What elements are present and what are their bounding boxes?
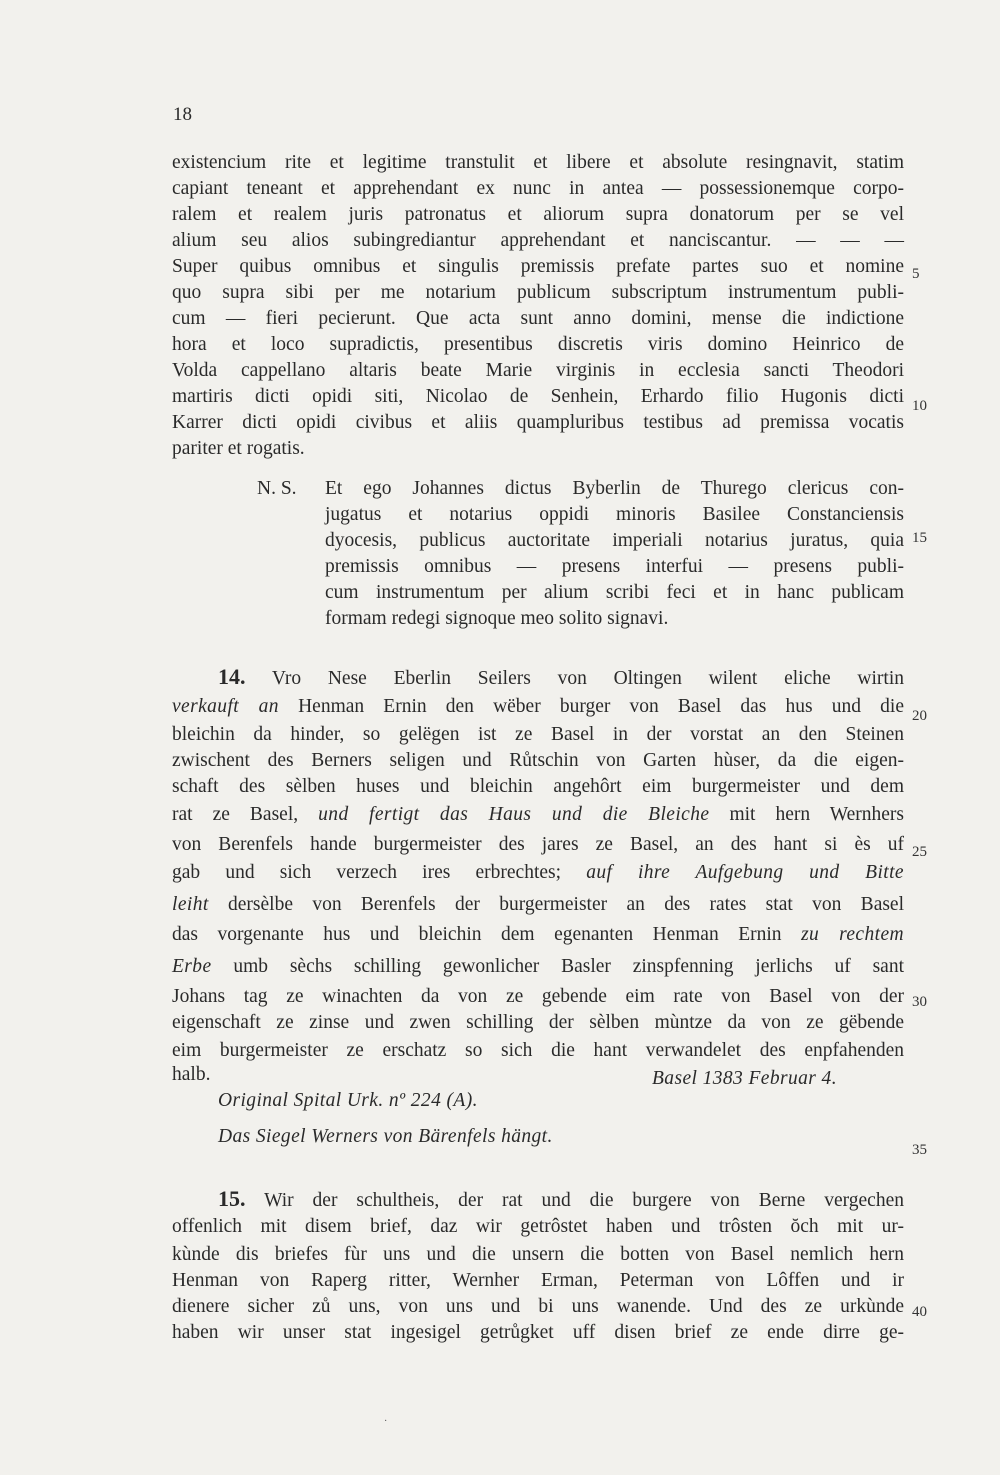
text-line: von Berenfels hande burgermeister des jares ze Basel, an des hant si ès uf <box>172 834 904 855</box>
text-line: Henman von Raperg ritter, Wernher Erman, Peterman von Lôffen und ir <box>172 1270 904 1291</box>
charter-number: 14. <box>218 664 246 689</box>
text-span: dersèlbe von Berenfels der burgermeister an des rates stat von Basel <box>228 894 905 915</box>
text-line: Volda cappellano altaris beate Marie virginis in ecclesia sancti Theodori <box>172 360 904 381</box>
margin-line-number: 5 <box>912 266 920 282</box>
editorial-regest: verkauft an <box>172 696 279 717</box>
text-line: Johans tag ze winachten da von ze gebende eim rate von Basel von der <box>172 986 904 1007</box>
text-line: ralem et realem juris patronatus et aliorum supra donatorum per se vel <box>172 204 904 225</box>
text-line: eigenschaft ze zinse und zwen schilling der sèlben mùntze da von ze gëbende <box>172 1012 904 1033</box>
ink-speck: · <box>384 1416 388 1427</box>
margin-line-number: 10 <box>912 398 927 414</box>
text-line: pariter et rogatis. <box>172 438 305 459</box>
editorial-regest: zu rechtem <box>801 924 904 945</box>
text-line: Et ego Johannes dictus Byberlin de Thurego clericus con- <box>325 478 904 499</box>
notary-signum: N. S. <box>257 478 297 499</box>
text-line: kùnde dis briefes fùr uns und die unsern die botten von Basel nemlich hern <box>172 1244 904 1265</box>
text-line: formam redegi signoque meo solito signavi. <box>325 608 669 629</box>
text-line: quo supra sibi per me notarium publicum subscriptum instrumentum publi- <box>172 282 904 303</box>
text-span: das vorgenante hus und bleichin dem egenanten Henman Ernin <box>172 924 782 945</box>
editorial-regest: auf ihre Aufgebung und Bitte <box>586 862 904 883</box>
text-line: hora et loco supradictis, presentibus discretis viris domino Heinrico de <box>172 334 904 355</box>
text-line: haben wir unser stat ingesigel getrůgket uff disen brief ze ende dirre ge- <box>172 1322 904 1343</box>
margin-line-number: 35 <box>912 1142 927 1158</box>
editorial-regest: leiht <box>172 894 209 915</box>
text-span: gab und sich verzech ires erbrechtes; <box>172 862 562 883</box>
charter-date: Basel 1383 Februar 4. <box>652 1068 837 1089</box>
margin-line-number: 30 <box>912 994 927 1010</box>
text-line <box>172 954 904 980</box>
text-line: Super quibus omnibus et singulis premissis prefate partes suo et nomine <box>172 256 904 277</box>
text-line: existencium rite et legitime transtulit et libere et absolute resingnavit, statim <box>172 152 904 173</box>
editorial-regest: und fertigt das Haus und die Bleiche <box>318 804 710 825</box>
margin-line-number: 25 <box>912 844 927 860</box>
text-line: dienere sicher zů uns, von uns und bi uns wanende. Und des ze urkùnde <box>172 1296 904 1317</box>
page-number: 18 <box>173 104 192 125</box>
text-line <box>218 1186 904 1214</box>
text-line: dyocesis, publicus auctoritate imperiali notarius juratus, quia <box>325 530 904 551</box>
margin-line-number: 20 <box>912 708 927 724</box>
editorial-regest: Erbe <box>172 956 212 977</box>
text-line: alium seu alios subingrediantur apprehendant et nanciscantur. — — — <box>172 230 904 251</box>
text-span: mit hern Wernhers <box>729 804 905 825</box>
text-line: jugatus et notarius oppidi minoris Basilee Constanciensis <box>325 504 904 525</box>
text-line: Karrer dicti opidi civibus et aliis quampluribus testibus ad premissa vocatis <box>172 412 904 433</box>
text-line <box>172 892 904 918</box>
text-span: Vro Nese Eberlin Seilers von Oltingen wilent eliche wirtin <box>271 668 904 689</box>
text-line <box>172 694 904 720</box>
margin-line-number: 15 <box>912 530 927 546</box>
text-line: schaft des sèlben huses und bleichin angehôrt eim burgermeister und dem <box>172 776 904 797</box>
margin-line-number: 40 <box>912 1304 927 1320</box>
text-span: Wir der schultheis, der rat und die burgere von Berne vergechen <box>264 1190 904 1211</box>
text-line <box>218 664 904 692</box>
text-line <box>172 802 904 828</box>
text-line: offenlich mit disem brief, daz wir getrôstet haben und trôsten ŏch mit ur- <box>172 1216 904 1237</box>
text-line <box>172 922 904 948</box>
seal-note: Das Siegel Werners von Bärenfels hängt. <box>218 1126 553 1147</box>
text-span: umb sèchs schilling gewonlicher Basler zinspfenning jerlichs uf sant <box>233 956 904 977</box>
text-span: Henman Ernin den wëber burger von Basel das hus und die <box>298 696 904 717</box>
text-line: premissis omnibus — presens interfui — presens publi- <box>325 556 904 577</box>
source-note: Original Spital Urk. nº 224 (A). <box>218 1090 478 1111</box>
text-line: eim burgermeister ze erschatz so sich die hant verwandelet des enpfahenden <box>172 1040 904 1061</box>
text-line: capiant teneant et apprehendant ex nunc in antea — possessionemque corpo- <box>172 178 904 199</box>
charter-number: 15. <box>218 1186 246 1211</box>
text-span: rat ze Basel, <box>172 804 299 825</box>
text-line: halb. <box>172 1064 211 1085</box>
text-line: cum — fieri pecierunt. Que acta sunt anno domini, mense die indictione <box>172 308 904 329</box>
text-line: bleichin da hinder, so gelëgen ist ze Basel in der vorstat an den Steinen <box>172 724 904 745</box>
text-line <box>172 860 904 886</box>
text-line: martiris dicti opidi siti, Nicolao de Senhein, Erhardo filio Hugonis dicti <box>172 386 904 407</box>
text-line: zwischent des Berners seligen und Růtschin von Garten hùser, da die eigen- <box>172 750 904 771</box>
text-line: cum instrumentum per alium scribi feci et in hanc publicam <box>325 582 904 603</box>
